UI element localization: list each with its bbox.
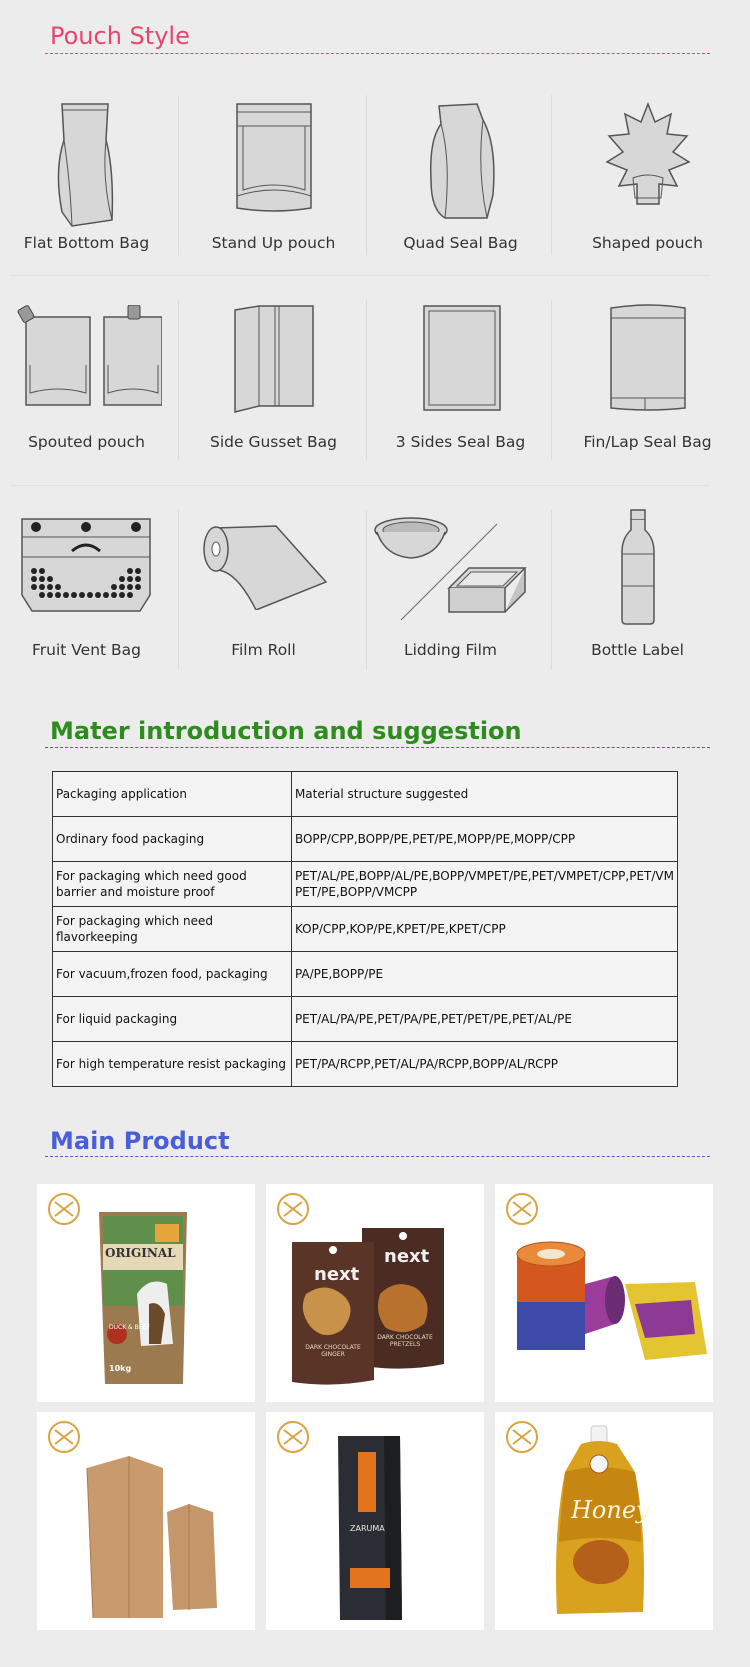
brand-logo-icon xyxy=(507,1194,537,1224)
product-card-snack-pouches[interactable] xyxy=(266,1184,484,1402)
pouch-item-label: Flat Bottom Bag xyxy=(23,234,150,252)
pouch-item-shaped-pouch xyxy=(555,100,740,252)
pouch-item-lidding-film xyxy=(358,512,543,659)
spouted-pouch-icon xyxy=(12,305,162,410)
product-brand-text: Honey xyxy=(571,1496,650,1524)
table-cell: For vacuum,frozen food, packaging xyxy=(53,952,292,997)
product-brand-text: next xyxy=(384,1246,430,1267)
flat-bottom-bag-icon xyxy=(52,100,122,230)
shaped-pouch-icon xyxy=(603,100,693,215)
brand-logo-icon xyxy=(49,1194,79,1224)
quad-seal-bag-icon xyxy=(421,100,501,225)
table-cell: Material structure suggested xyxy=(291,772,677,817)
pouch-item-label: Spouted pouch xyxy=(28,433,145,451)
product-card-kraft-flat-bottom-bags[interactable] xyxy=(37,1412,255,1630)
pouch-item-label: Lidding Film xyxy=(403,641,497,659)
grid-divider xyxy=(10,275,710,276)
pouch-item-label: Stand Up pouch xyxy=(211,234,336,252)
film-roll-icon xyxy=(196,520,331,610)
product-card-coffee-bag[interactable] xyxy=(266,1412,484,1630)
table-cell: Ordinary food packaging xyxy=(53,817,292,862)
fruit-vent-bag-icon xyxy=(14,515,159,615)
pouch-item-film-roll xyxy=(171,520,356,659)
pouch-item-side-gusset-bag xyxy=(181,300,366,451)
brand-logo-icon xyxy=(278,1194,308,1224)
pouch-item-fruit-vent-bag xyxy=(0,515,179,659)
product-card-film-rolls[interactable] xyxy=(495,1184,713,1402)
table-cell: Packaging application xyxy=(53,772,292,817)
stand-up-pouch-icon xyxy=(229,100,319,220)
brand-logo-icon xyxy=(507,1422,537,1452)
table-cell: For packaging which need good barrier and moisture proof xyxy=(53,862,292,907)
pouch-item-label: Shaped pouch xyxy=(592,234,703,252)
pouch-item-three-sides-seal-bag xyxy=(368,300,553,451)
table-row xyxy=(53,952,678,997)
pouch-item-label: Bottle Label xyxy=(591,641,684,659)
product-line-text: DARK CHOCOLATE PRETZELS xyxy=(377,1334,433,1348)
pouch-item-quad-seal-bag xyxy=(368,100,553,252)
material-section-divider xyxy=(45,747,710,748)
table-row xyxy=(53,862,678,907)
table-row xyxy=(53,997,678,1042)
table-row xyxy=(53,817,678,862)
table-cell: KOP/CPP,KOP/PE,KPET/PE,KPET/CPP xyxy=(291,907,677,952)
table-row xyxy=(53,772,678,817)
table-cell: PET/AL/PA/PE,PET/PA/PE,PET/PET/PE,PET/AL/PE xyxy=(291,997,677,1042)
product-brand-text: next xyxy=(314,1264,360,1285)
table-row xyxy=(53,1042,678,1087)
pouch-item-label: Fin/Lap Seal Bag xyxy=(583,433,712,451)
pouch-item-spouted-pouch xyxy=(0,305,179,451)
pouch-item-label: Quad Seal Bag xyxy=(403,234,518,252)
product-card-pet-food-bag[interactable] xyxy=(37,1184,255,1402)
table-cell: PET/PA/RCPP,PET/AL/PA/RCPP,BOPP/AL/RCPP xyxy=(291,1042,677,1087)
material-section-title: Mater introduction and suggestion xyxy=(50,717,522,745)
brand-logo-icon xyxy=(49,1422,79,1452)
material-table xyxy=(52,771,678,1087)
main-product-divider xyxy=(45,1156,710,1157)
table-cell: For packaging which need flavorkeeping xyxy=(53,907,292,952)
table-cell: For liquid packaging xyxy=(53,997,292,1042)
product-brand-text: ZARUMA xyxy=(350,1524,385,1533)
product-brand-text: ORIGINAL xyxy=(105,1246,176,1260)
pouch-item-label: Side Gusset Bag xyxy=(210,433,337,451)
main-product-title: Main Product xyxy=(50,1127,230,1155)
grid-divider xyxy=(366,95,367,255)
table-cell: For high temperature resist packaging xyxy=(53,1042,292,1087)
pouch-style-divider xyxy=(45,53,710,54)
table-cell: BOPP/CPP,BOPP/PE,PET/PE,MOPP/PE,MOPP/CPP xyxy=(291,817,677,862)
product-card-honey-spout-pouch[interactable] xyxy=(495,1412,713,1630)
pouch-item-label: Film Roll xyxy=(231,641,296,659)
product-weight-text: 10kg xyxy=(109,1364,132,1373)
table-cell: PET/AL/PE,BOPP/AL/PE,BOPP/VMPET/PE,PET/VMPET/CPP,PET/VM PET/PE,BOPP/VMCPP xyxy=(291,862,677,907)
pouch-item-fin-lap-seal-bag xyxy=(555,300,740,451)
table-row xyxy=(53,907,678,952)
three-sides-seal-bag-icon xyxy=(416,300,506,415)
product-line-text: DARK CHOCOLATE GINGER xyxy=(305,1344,361,1358)
brand-logo-icon xyxy=(278,1422,308,1452)
pouch-item-stand-up-pouch xyxy=(181,100,366,252)
fin-lap-seal-bag-icon xyxy=(603,300,693,415)
lidding-film-icon xyxy=(371,512,531,622)
bottle-label-icon xyxy=(618,508,658,626)
side-gusset-bag-icon xyxy=(229,300,319,415)
pouch-item-label: Fruit Vent Bag xyxy=(31,641,142,659)
grid-divider xyxy=(10,485,710,486)
pouch-style-title: Pouch Style xyxy=(50,22,190,50)
pouch-item-bottle-label xyxy=(545,508,730,659)
pouch-item-label: 3 Sides Seal Bag xyxy=(395,433,526,451)
table-cell: PA/PE,BOPP/PE xyxy=(291,952,677,997)
product-sub-text: DUCK & BEEF xyxy=(109,1324,150,1331)
pouch-item-flat-bottom-bag xyxy=(0,100,179,252)
grid-divider xyxy=(366,300,367,460)
